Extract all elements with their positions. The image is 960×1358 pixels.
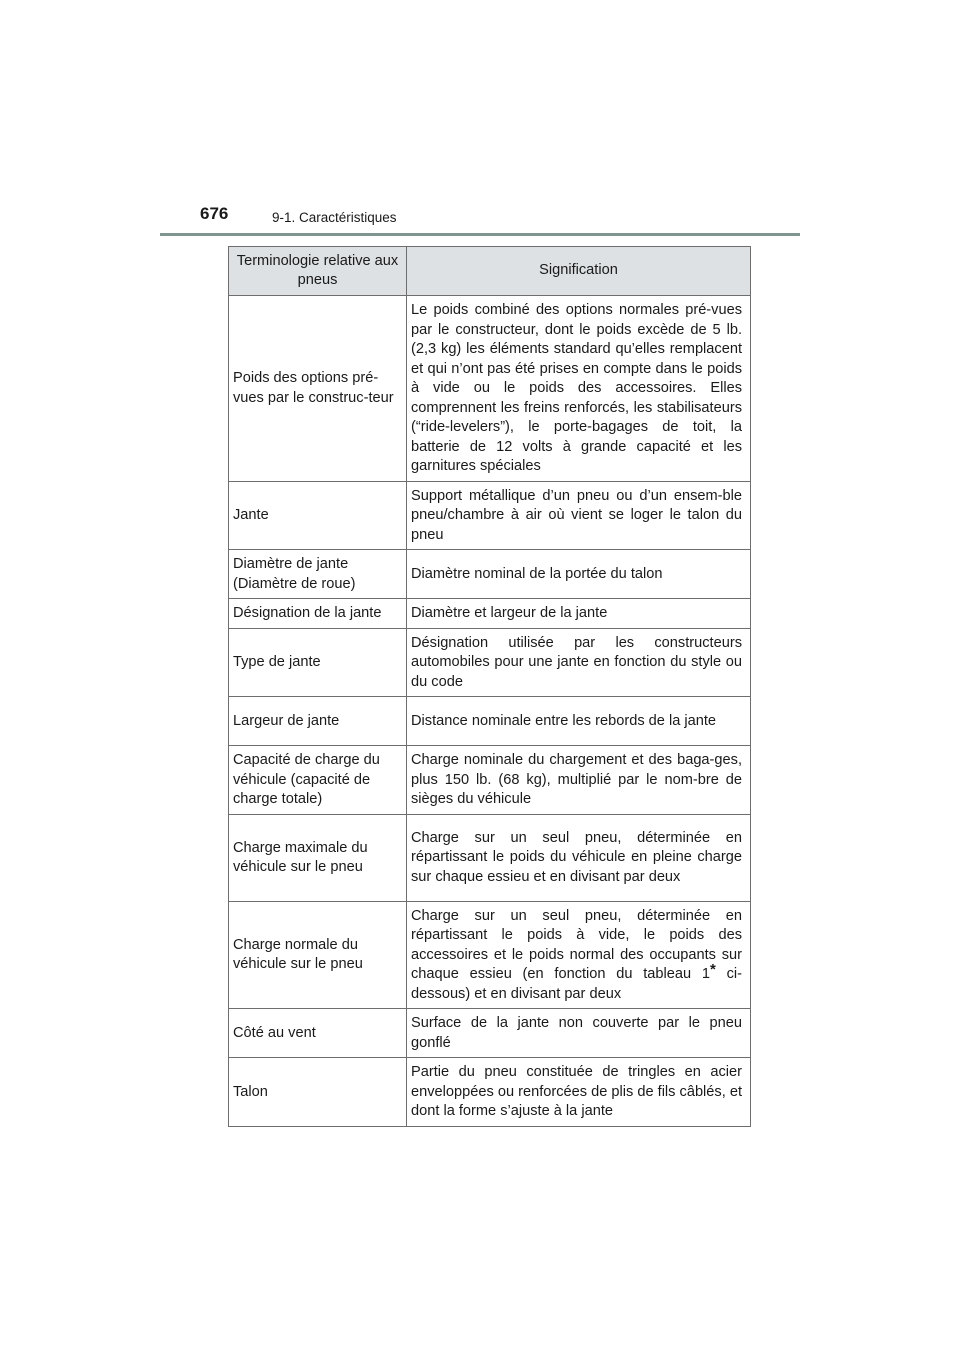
table-row <box>229 901 751 1009</box>
table-row <box>229 550 751 599</box>
term-cell: Poids des options pré-vues par le construc-teur <box>229 296 407 482</box>
term-cell: Désignation de la jante <box>229 599 407 629</box>
term-cell: Diamètre de jante (Diamètre de roue) <box>229 550 407 599</box>
meaning-cell <box>407 901 751 1009</box>
term-cell: Largeur de jante <box>229 697 407 746</box>
meaning-cell: Support métallique d’un pneu ou d’un ensem-ble pneu/chambre à air où vient se loger le talon du pneu <box>407 481 751 550</box>
table-row <box>229 296 751 482</box>
page-number: 676 <box>200 204 229 223</box>
section-title: 9-1. Caractéristiques <box>272 210 397 225</box>
meaning-text-continued: ci-dessous) et en divisant par deux <box>411 966 742 1002</box>
meaning-cell: Le poids combiné des options normales pré-vues par le constructeur, dont le poids excède de 5 lb. (2,3 kg) les éléments standard qu’elles remplacent et qui n’ont pas été prises en compte dans le poids à vide ou le poids des accessoires. Elles comprennent les freins renforcés, les stabilisateurs (“ride-levelers”), le porte-bagages de toit, la batterie de 12 volts à grande capacité et les garnitures spéciales <box>407 296 751 482</box>
term-cell: Talon <box>229 1058 407 1127</box>
term-cell: Charge maximale du véhicule sur le pneu <box>229 814 407 901</box>
meaning-cell: Diamètre et largeur de la jante <box>407 599 751 629</box>
meaning-cell: Distance nominale entre les rebords de la jante <box>407 697 751 746</box>
table-header-row <box>229 247 751 296</box>
table-row <box>229 1058 751 1127</box>
table-row <box>229 628 751 697</box>
footnote-marker: * <box>710 961 716 978</box>
table-row <box>229 697 751 746</box>
meaning-cell: Diamètre nominal de la portée du talon <box>407 550 751 599</box>
tire-terminology-table <box>228 246 751 1127</box>
column-header-meaning: Signification <box>407 247 751 296</box>
term-cell: Côté au vent <box>229 1009 407 1058</box>
meaning-cell: Désignation utilisée par les constructeurs automobiles pour une jante en fonction du style ou du code <box>407 628 751 697</box>
meaning-cell: Charge sur un seul pneu, déterminée en répartissant le poids du véhicule en pleine charge sur chaque essieu et en divisant par deux <box>407 814 751 901</box>
table-row <box>229 1009 751 1058</box>
table-row <box>229 481 751 550</box>
column-header-term: Terminologie relative aux pneus <box>229 247 407 296</box>
meaning-cell: Surface de la jante non couverte par le pneu gonflé <box>407 1009 751 1058</box>
term-cell: Charge normale du véhicule sur le pneu <box>229 901 407 1009</box>
meaning-cell: Partie du pneu constituée de tringles en acier enveloppées ou renforcées de plis de fils câblés, et dont la forme s’ajuste à la jante <box>407 1058 751 1127</box>
table-row <box>229 814 751 901</box>
term-cell: Jante <box>229 481 407 550</box>
table-row <box>229 746 751 815</box>
meaning-text: Charge sur un seul pneu, déterminée en répartissant le poids à vide, le poids des accessoires et le poids normal des occupants sur chaque essieu (en fonction du tableau 1 <box>411 907 742 982</box>
term-cell: Capacité de charge du véhicule (capacité de charge totale) <box>229 746 407 815</box>
table-row <box>229 599 751 629</box>
term-cell: Type de jante <box>229 628 407 697</box>
meaning-cell: Charge nominale du chargement et des baga-ges, plus 150 lb. (68 kg), multiplié par le nom-bre de sièges du véhicule <box>407 746 751 815</box>
header-divider <box>160 233 800 236</box>
